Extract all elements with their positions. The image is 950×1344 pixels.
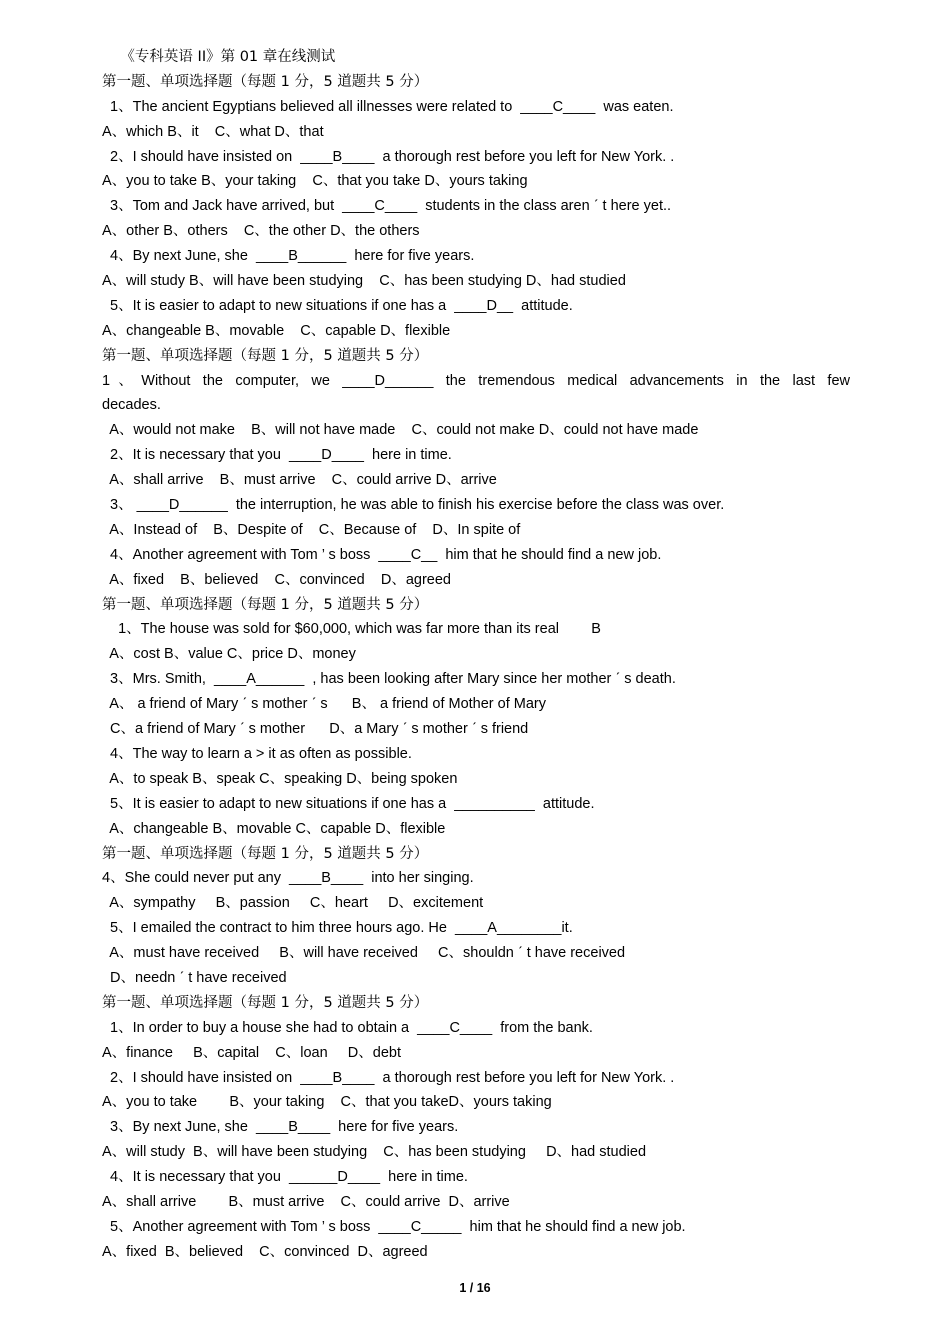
question-line: 4、She could never put any ____B____ into her singing. <box>102 870 474 887</box>
options-line: A、fixed B、believed C、convinced D、agreed <box>102 1243 428 1260</box>
options-line: A、will study B、will have been studying C、has been studying D、had studied <box>102 273 626 290</box>
question-line: 4、By next June, she ____B______ here for five years. <box>102 248 475 265</box>
question-line: 4、Another agreement with Tom ’ s boss ____C__ him that he should find a new job. <box>102 546 662 563</box>
question-line: 3、Mrs. Smith, ____A______ , has been looking after Mary since her mother ˊ s death. <box>102 671 676 688</box>
question-line: 1、Without the computer, we ____D______ the tremendous medical advancements in the last few <box>102 372 850 389</box>
question-line: 2、It is necessary that you ____D____ here in time. <box>102 447 452 464</box>
section-heading: 第一题、单项选择题（每题 1 分，5 道题共 5 分） <box>102 73 429 90</box>
question-line: 5、It is easier to adapt to new situations if one has a __________ attitude. <box>102 795 595 812</box>
question-line: decades. <box>102 397 161 414</box>
document-title: 《专科英语 II》第 01 章在线测试 <box>102 49 336 65</box>
options-line: A、cost B、value C、price D、money <box>102 646 356 663</box>
options-line: A、you to take B、your taking C、that you takeD、yours taking <box>102 1094 552 1111</box>
options-line: A、would not make B、will not have made C、could not make D、could not have made <box>102 422 699 439</box>
options-line: A、other B、others C、the other D、the others <box>102 223 420 240</box>
question-line: 1、The ancient Egyptians believed all illnesses were related to ____C____ was eaten. <box>102 98 674 115</box>
page-number: 1 / 16 <box>459 1281 491 1295</box>
section-heading: 第一题、单项选择题（每题 1 分，5 道题共 5 分） <box>102 596 429 613</box>
options-line: A、must have received B、will have received C、shouldn ˊ t have received <box>102 945 626 962</box>
options-line: A、shall arrive B、must arrive C、could arrive D、arrive <box>102 472 497 489</box>
question-line: 5、It is easier to adapt to new situations if one has a ____D__ attitude. <box>102 297 573 314</box>
question-line: 3、By next June, she ____B____ here for five years. <box>102 1119 459 1136</box>
question-line: 5、Another agreement with Tom ’ s boss ____C_____ him that he should find a new job. <box>102 1218 686 1235</box>
options-line: A、will study B、will have been studying C、has been studying D、had studied <box>102 1144 647 1161</box>
options-line: A、changeable B、movable C、capable D、flexible <box>102 820 446 837</box>
options-line: A、to speak B、speak C、speaking D、being spoken <box>102 770 458 787</box>
options-line: C、a friend of Mary ˊ s mother D、a Mary ˊ s mother ˊ s friend <box>102 721 529 738</box>
question-line: 1、In order to buy a house she had to obtain a ____C____ from the bank. <box>102 1019 593 1036</box>
question-line: 2、I should have insisted on ____B____ a thorough rest before you left for New York. . <box>102 148 675 165</box>
question-line: 4、The way to learn a > it as often as possible. <box>102 745 412 762</box>
options-line: A、shall arrive B、must arrive C、could arrive D、arrive <box>102 1193 510 1210</box>
section-heading: 第一题、单项选择题（每题 1 分，5 道题共 5 分） <box>102 347 429 364</box>
options-line: A、 a friend of Mary ˊ s mother ˊ s B、 a friend of Mother of Mary <box>102 696 547 713</box>
options-line: A、Instead of B、Despite of C、Because of D、In spite of <box>102 521 521 538</box>
question-line: 2、I should have insisted on ____B____ a thorough rest before you left for New York. . <box>102 1069 675 1086</box>
section-heading: 第一题、单项选择题（每题 1 分，5 道题共 5 分） <box>102 994 429 1011</box>
options-line: A、which B、it C、what D、that <box>102 123 324 140</box>
options-line: A、sympathy B、passion C、heart D、excitement <box>102 895 484 912</box>
section-heading: 第一题、单项选择题（每题 1 分，5 道题共 5 分） <box>102 845 429 862</box>
options-line: A、changeable B、movable C、capable D、flexible <box>102 322 451 339</box>
options-line: A、you to take B、your taking C、that you take D、yours taking <box>102 173 528 190</box>
question-line: 5、I emailed the contract to him three hours ago. He ____A________it. <box>102 920 573 937</box>
options-line: A、finance B、capital C、loan D、debt <box>102 1044 401 1061</box>
question-line: 3、 ____D______ the interruption, he was able to finish his exercise before the class was over. <box>102 497 725 514</box>
question-line: 1、The house was sold for $60,000, which was far more than its real B <box>102 621 601 638</box>
document-body <box>102 45 850 1265</box>
question-line: 4、It is necessary that you ______D____ here in time. <box>102 1169 468 1186</box>
options-line: A、fixed B、believed C、convinced D、agreed <box>102 571 451 588</box>
options-line: D、needn ˊ t have received <box>102 969 287 986</box>
question-line: 3、Tom and Jack have arrived, but ____C____ students in the class aren ˊ t here yet.. <box>102 198 672 215</box>
